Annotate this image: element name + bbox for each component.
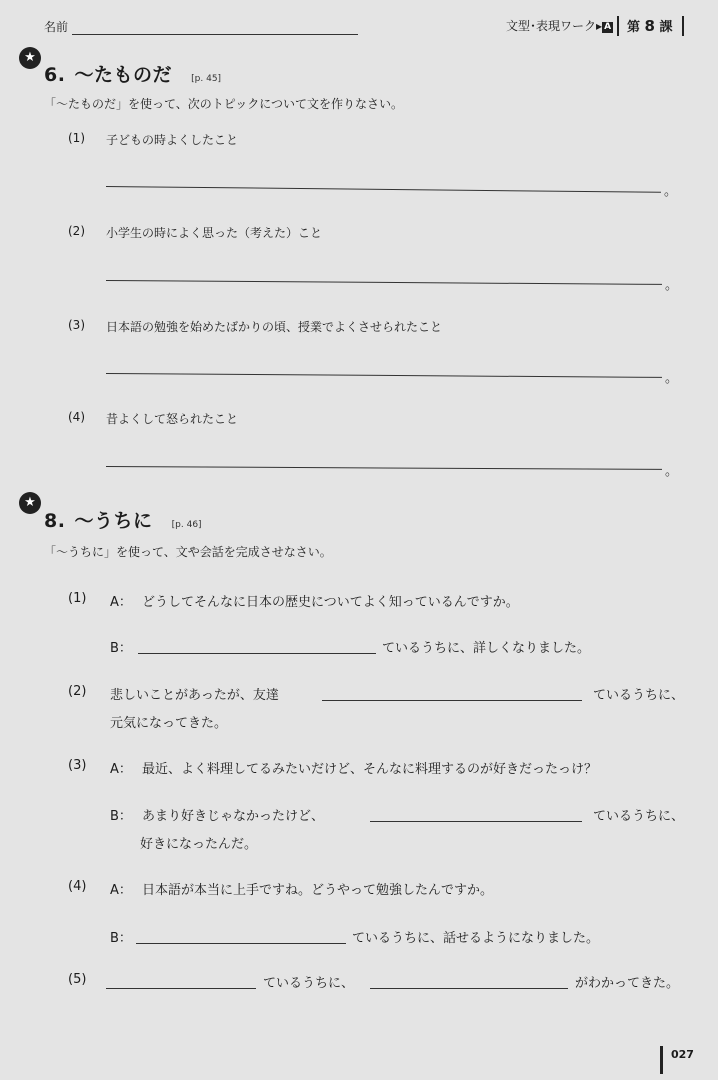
section-6-instruction: 「～たものだ」を使って、次のトピックについて文を作りなさい。 [44, 97, 404, 111]
sentence-before: 悲しいことがあったが、友達 [110, 688, 279, 703]
speaker-a-label: A： [110, 883, 132, 898]
period-mark: 。 [664, 184, 678, 199]
dialogue-b-line2: 好きになったんだ。 [140, 837, 258, 852]
topic-text: 昔よくして怒られたこと [106, 412, 239, 426]
answer-blank[interactable] [370, 821, 582, 822]
topic-text: 子どもの時よくしたこと [106, 133, 239, 147]
section-6-heading [44, 60, 221, 87]
item-number: (4) [68, 879, 87, 894]
speaker-a-label: A： [110, 762, 132, 777]
lesson-suffix: 課 [659, 20, 673, 35]
workbook-header [506, 17, 613, 34]
page-number: 027 [671, 1048, 694, 1061]
period-mark: 。 [665, 278, 679, 293]
dialogue-a-text: 最近、よく料理してるみたいだけど、そんなに料理するのが好きだったっけ？ [142, 762, 598, 777]
level-a-box: A [602, 22, 613, 33]
answer-line[interactable] [106, 186, 661, 193]
sentence-end: がわかってきた。 [575, 976, 680, 991]
dialogue-b-after: ているうちに、 [593, 809, 685, 824]
item-number: (2) [68, 224, 85, 238]
sentence-after: ているうちに、 [593, 688, 685, 703]
speaker-b-label: B： [110, 641, 132, 656]
item-number: (1) [68, 131, 85, 145]
sentence-line2: 元気になってきた。 [110, 716, 228, 731]
dialogue-b-text: ているうちに、話せるようになりました。 [352, 931, 600, 946]
lesson-label [627, 16, 673, 35]
section-8-title: ～うちに [74, 510, 153, 532]
star-icon: ★ [19, 47, 41, 69]
answer-blank[interactable] [370, 988, 568, 989]
dialogue-b-text: あまり好きじゃなかったけど、 [142, 809, 325, 824]
section-8-instruction: 「～うちに」を使って、文や会話を完成させなさい。 [44, 545, 332, 559]
dialogue-a-text: 日本語が本当に上手ですね。どうやって勉強したんですか。 [142, 883, 494, 898]
item-number: (1) [68, 591, 87, 606]
section-6-page-ref: [p. 45] [191, 74, 222, 84]
section-8-number: 8. [44, 510, 66, 532]
sentence-middle: ているうちに、 [263, 976, 355, 991]
speaker-b-label: B： [110, 809, 132, 824]
answer-blank[interactable] [136, 943, 346, 944]
period-mark: 。 [665, 371, 679, 386]
arrow-icon: ▸ [596, 19, 603, 33]
item-number: (3) [68, 758, 87, 773]
item-number: (4) [68, 410, 85, 424]
speaker-a-label: A： [110, 595, 132, 610]
item-number: (5) [68, 972, 87, 987]
answer-blank[interactable] [106, 988, 256, 989]
dialogue-b-text: ているうちに、詳しくなりました。 [382, 641, 591, 656]
header-divider-right [682, 16, 684, 36]
answer-line[interactable] [106, 373, 662, 378]
section-6-title: ～たものだ [74, 64, 173, 86]
lesson-number: 8 [644, 17, 655, 35]
dialogue-a-text: どうしてそんなに日本の歴史についてよく知っているんですか。 [142, 595, 519, 610]
section-6-number: 6. [44, 64, 66, 86]
name-field-line [72, 34, 358, 35]
speaker-b-label: B： [110, 931, 132, 946]
section-8-page-ref: [p. 46] [171, 520, 202, 530]
answer-blank[interactable] [138, 653, 376, 654]
topic-text: 小学生の時によく思った（考えた）こと [106, 226, 323, 240]
header-divider-left [617, 16, 619, 36]
topic-text: 日本語の勉強を始めたばかりの頃、授業でよくさせられたこと [106, 320, 443, 334]
item-number: (2) [68, 684, 87, 699]
period-mark: 。 [665, 464, 679, 479]
workbook-label: 文型･表現ワーク [506, 19, 597, 33]
answer-line[interactable] [106, 280, 662, 285]
lesson-prefix: 第 [627, 20, 641, 35]
page-number-bar [660, 1046, 663, 1074]
item-number: (3) [68, 318, 85, 332]
section-8-heading [44, 506, 202, 533]
answer-line[interactable] [106, 466, 662, 470]
answer-blank[interactable] [322, 700, 582, 701]
name-label: 名前 [44, 20, 69, 34]
star-icon: ★ [19, 492, 41, 514]
